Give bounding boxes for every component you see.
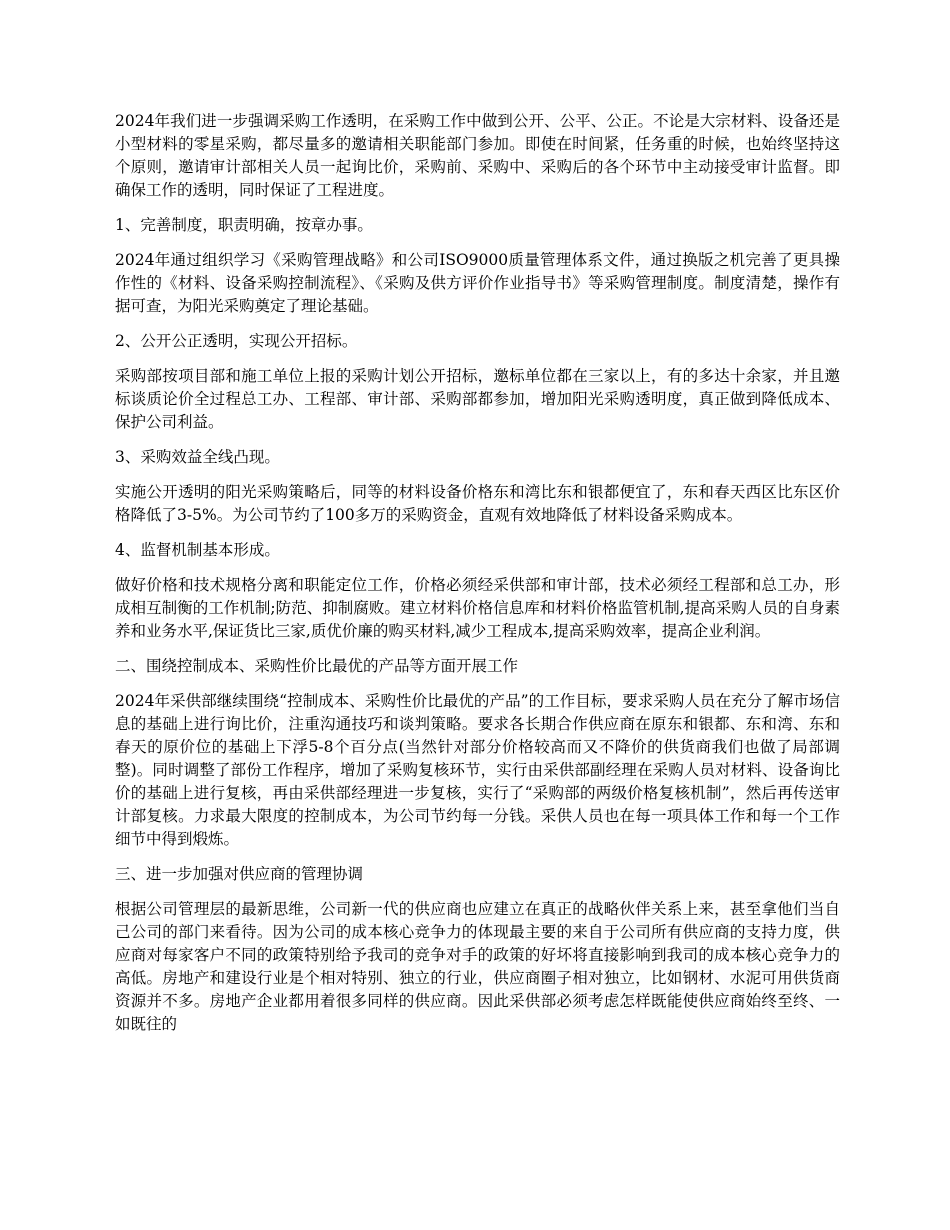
section-heading-3: 3、采购效益全线凸现。 [115,448,280,466]
body-paragraph-5: 2024年采供部继续围绕“控制成本、采购性价比最优的产品”的工作目标，要求采购人员在充分了解市场信息的基础上进行询比价，注重沟通技巧和谈判策略。要求各长期合作供应商在原东和银都、东和湾、东和春天的原价位的基础上下浮5-8个百分点(当然针对部分价格较高而又不降价的供货商我们也做了局部调整)。同时调整了部份工作程序，增加了采购复核环节，实行由采供部副经理在采购人员对材料、设备询比价的基础上进行复核，再由采供部经理进一步复核，实行了“采购部的两级价格复核机制”，然后再传送审计部复核。力求最大限度的控制成本，为公司节约每一分钱。采供人员也在每一项具体工作和每一个工作细节中得到煅炼。 [115,692,840,848]
section-heading-4: 4、监督机制基本形成。 [115,541,280,559]
section-heading-2: 2、公开公正透明，实现公开招标。 [115,332,358,350]
chapter-heading-2: 二、围绕控制成本、采购性价比最优的产品等方面开展工作 [115,657,519,675]
body-paragraph-3: 实施公开透明的阳光采购策略后，同等的材料设备价格东和湾比东和银都便宜了，东和春天西区比东区价格降低了3-5%。为公司节约了100多万的采购资金，直观有效地降低了材料设备采购成本。 [115,483,840,524]
body-paragraph-4: 做好价格和技术规格分离和职能定位工作，价格必须经采供部和审计部，技术必须经工程部和总工办，形成相互制衡的工作机制;防范、抑制腐败。建立材料价格信息库和材料价格监管机制,提高采购人员的自身素养和业务水平,保证货比三家,质优价廉的购买材料,减少工程成本,提高采购效率，提高企业利润。 [115,576,840,640]
body-paragraph-6: 根据公司管理层的最新思维，公司新一代的供应商也应建立在真正的战略伙伴关系上来，甚至拿他们当自己公司的部门来看待。因为公司的成本核心竞争力的体现最主要的来自于公司所有供应商的支持力度，供应商对每家客户不同的政策特别给予我司的竞争对手的政策的好坏将直接影响到我司的成本核心竞争力的高低。房地产和建设行业是个相对特别、独立的行业，供应商圈子相对独立，比如钢材、水泥可用供货商资源并不多。房地产企业都用着很多同样的供应商。因此采供部必须考虑怎样既能使供应商始终至终、一如既往的 [115,900,840,1033]
document-page [115,110,840,1048]
chapter-heading-3: 三、进一步加强对供应商的管理协调 [115,865,364,883]
section-heading-1: 1、完善制度，职责明确，按章办事。 [115,216,373,234]
intro-paragraph: 2024年我们进一步强调采购工作透明，在采购工作中做到公开、公平、公正。不论是大宗材料、设备还是小型材料的零星采购，都尽量多的邀请相关职能部门参加。即使在时间紧，任务重的时候，也始终坚持这个原则，邀请审计部相关人员一起询比价，采购前、采购中、采购后的各个环节中主动接受审计监督。即确保工作的透明，同时保证了工程进度。 [115,112,840,199]
body-paragraph-1: 2024年通过组织学习《采购管理战略》和公司ISO9000质量管理体系文件，通过换版之机完善了更具操作性的《材料、设备采购控制流程》、《采购及供方评价作业指导书》等采购管理制度。制度清楚，操作有据可查，为阳光采购奠定了理论基础。 [115,251,840,315]
body-paragraph-2: 采购部按项目部和施工单位上报的采购计划公开招标，邀标单位都在三家以上，有的多达十余家，并且邀标谈质论价全过程总工办、工程部、审计部、采购部都参加，增加阳光采购透明度，真正做到降低成本、保护公司利益。 [115,367,840,431]
